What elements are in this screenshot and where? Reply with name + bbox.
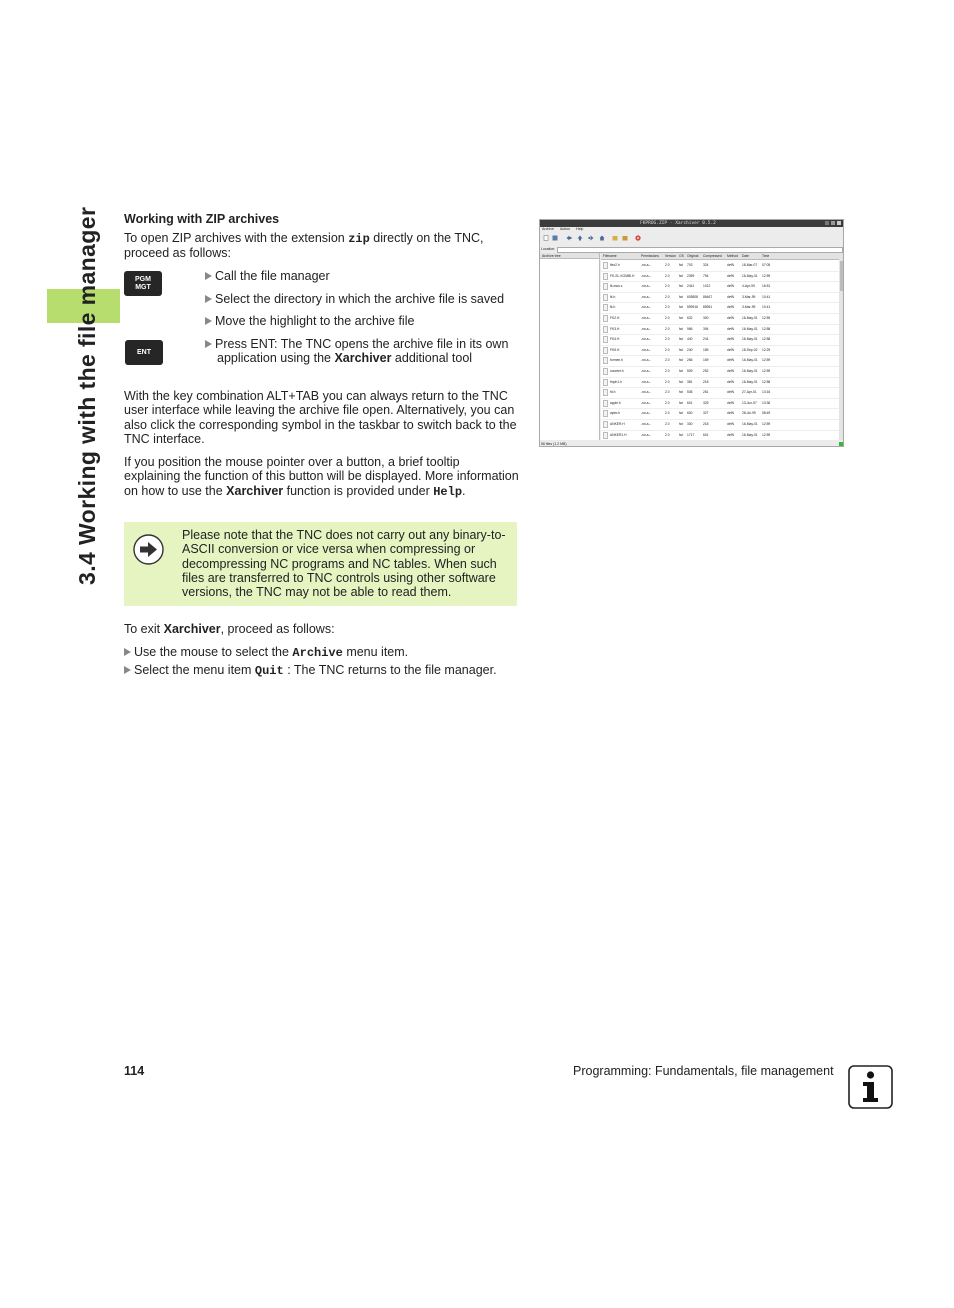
col-compressed[interactable]: Compressed xyxy=(703,254,722,258)
file-icon xyxy=(603,326,608,333)
table-cell: 536 xyxy=(687,390,693,395)
file-icon xyxy=(603,400,608,407)
table-cell: 16:51 xyxy=(762,284,771,289)
table-cell: 2.0 xyxy=(665,273,670,278)
table-cell: 189 xyxy=(703,347,709,352)
table-cell: FK5.H xyxy=(610,347,620,352)
table-cell: formen.h xyxy=(610,358,624,363)
table-cell: -rw-a-- xyxy=(641,369,651,373)
window-minimize-icon[interactable] xyxy=(825,221,829,225)
table-cell: FK-SL-KOMBI.H xyxy=(610,273,635,278)
table-cell: 16-May-01 xyxy=(742,337,758,342)
section-heading: Working with ZIP archives xyxy=(124,212,280,226)
step-arrow-icon xyxy=(205,272,212,280)
table-cell: 85951 xyxy=(703,305,713,310)
col-time[interactable]: Time xyxy=(762,254,770,258)
window-statusbar xyxy=(540,441,844,447)
table-cell: apple.h xyxy=(610,400,621,405)
table-cell: -rw-a-- xyxy=(641,358,651,363)
table-cell: defN xyxy=(727,284,734,289)
table-cell: 2.0 xyxy=(665,369,670,373)
table-cell: 16-May-01 xyxy=(742,422,758,426)
table-cell: 12:59 xyxy=(762,432,771,437)
col-method[interactable]: Method xyxy=(727,254,738,258)
table-cell: 12:59 xyxy=(762,358,771,363)
table-cell: fat xyxy=(679,432,683,437)
file-icon xyxy=(603,368,608,375)
step-call-file-manager: Call the file manager xyxy=(205,269,330,283)
table-cell: 10:41 xyxy=(762,294,771,299)
window-title: FKPROG.ZIP - Xarchiver 0.5.2 xyxy=(640,221,716,226)
table-cell: 218 xyxy=(703,422,709,426)
table-cell: defN xyxy=(727,273,734,278)
file-icon xyxy=(603,304,608,311)
table-cell: defN xyxy=(727,369,734,373)
table-cell: fat xyxy=(679,294,683,299)
table-cell: 1012 xyxy=(703,284,711,289)
table-cell: defN xyxy=(727,411,734,416)
table-cell: 2.0 xyxy=(665,326,670,331)
table-cell: defN xyxy=(727,347,734,352)
table-cell: 13-Jun-97 xyxy=(742,400,757,405)
table-cell: 12:58 xyxy=(762,326,771,331)
table-cell: 2.0 xyxy=(665,432,670,437)
table-cell: fk.h xyxy=(610,305,616,310)
table-cell: 605808 xyxy=(687,294,699,299)
table-cell: 2.0 xyxy=(665,422,670,426)
location-bar xyxy=(540,246,843,252)
chapter-title-text: 3.4 Working with the file manager xyxy=(74,206,100,585)
col-original[interactable]: Original xyxy=(687,254,699,258)
table-row[interactable] xyxy=(601,430,839,440)
table-cell: 2.0 xyxy=(665,347,670,352)
table-cell: 16-May-01 xyxy=(742,358,758,363)
back-arrow-icon[interactable] xyxy=(566,235,572,241)
table-cell: fmph1.h xyxy=(610,379,622,384)
table-cell: 327 xyxy=(703,411,709,416)
table-cell: 169 xyxy=(703,358,709,363)
table-cell: ANKER.H xyxy=(610,422,625,426)
table-cell: defN xyxy=(727,294,734,299)
table-cell: defN xyxy=(727,305,734,310)
table-cell: 2359 xyxy=(687,273,695,278)
file-icon xyxy=(603,379,608,386)
scrollbar-thumb[interactable] xyxy=(840,261,843,291)
paragraph-alt-tab: With the key combination ALT+TAB you can always return to the TNC user interface while leaving the archive file open. Alternatively, you can also click the corresponding symbol in the taskbar to switch back to the TNC interface. xyxy=(124,389,517,446)
step-arrow-icon xyxy=(124,648,131,656)
table-cell: FK4.H xyxy=(610,337,620,342)
table-cell: 241 xyxy=(703,337,709,342)
step-move-highlight: Move the highlight to the archive file xyxy=(205,314,414,328)
section-intro: To open ZIP archives with the extension zip directly on the TNC, proceed as follows: xyxy=(124,231,484,261)
table-cell: 16-May-01 xyxy=(742,379,758,384)
table-cell: -rw-a-- xyxy=(641,347,651,352)
table-cell: fat xyxy=(679,284,683,289)
file-icon xyxy=(603,273,608,280)
table-cell: -rw-a-- xyxy=(641,294,651,299)
table-cell: fat xyxy=(679,390,683,395)
table-cell: aptm.h xyxy=(610,411,621,416)
ent-key[interactable]: ENT xyxy=(125,340,163,365)
table-cell: -rw-a-- xyxy=(641,400,651,405)
table-cell: 2.0 xyxy=(665,294,670,299)
window-toolbar xyxy=(542,234,841,244)
menu-action[interactable]: Action xyxy=(559,227,570,231)
table-cell: -rw-a-- xyxy=(641,284,651,289)
col-filename[interactable]: Filename xyxy=(603,254,617,258)
step-press-ent: Press ENT: The TNC opens the archive file in its own application using the Xarchiver additional tool xyxy=(205,337,533,366)
table-cell: defN xyxy=(727,400,734,405)
file-icon xyxy=(603,262,608,269)
table-cell: 966 xyxy=(687,326,693,331)
col-os[interactable]: OS xyxy=(679,254,684,258)
table-cell: 18-Mar-07 xyxy=(742,263,758,267)
status-indicator-icon xyxy=(839,442,843,446)
file-icon xyxy=(603,389,608,396)
table-cell: counter.h xyxy=(610,369,624,373)
table-cell: -rw-a-- xyxy=(641,273,651,278)
table-cell: -rw-a-- xyxy=(641,316,651,320)
table-cell: -rw-a-- xyxy=(641,337,651,342)
table-cell: 08:49 xyxy=(762,411,771,416)
table-cell: flex2.h xyxy=(610,263,620,267)
table-cell: fat xyxy=(679,422,683,426)
table-cell: defN xyxy=(727,337,734,342)
table-cell: 27-Apr-01 xyxy=(742,390,757,395)
table-cell: 2.0 xyxy=(665,263,670,267)
new-archive-icon[interactable] xyxy=(543,235,549,241)
file-icon xyxy=(603,421,608,428)
col-version[interactable]: Version xyxy=(665,254,676,258)
table-cell: 252 xyxy=(703,369,709,373)
table-cell: 266 xyxy=(687,358,693,363)
table-cell: -rw-a-- xyxy=(641,305,651,310)
table-cell: 2.0 xyxy=(665,411,670,416)
file-table-header xyxy=(601,253,839,260)
forward-arrow-icon[interactable] xyxy=(588,235,594,241)
table-cell: -rw-a-- xyxy=(641,422,651,426)
step-select-directory: Select the directory in which the archive file is saved xyxy=(205,292,504,306)
table-cell: defN xyxy=(727,432,734,437)
table-cell: fat xyxy=(679,347,683,352)
paragraph-tooltip: If you position the mouse pointer over a button, a brief tooltip explaining the function of this button will be displayed. More information on how to use the Xarchiver function is provided under Help. xyxy=(124,455,519,499)
table-cell: 12:58 xyxy=(762,379,771,384)
table-cell: fat xyxy=(679,273,683,278)
table-cell: 324 xyxy=(703,263,709,267)
table-cell: 325 xyxy=(703,400,709,405)
table-cell: fat xyxy=(679,411,683,416)
col-date[interactable]: Date xyxy=(742,254,749,258)
menu-archive[interactable]: Archive xyxy=(542,227,554,231)
footer-chapter-title: Programming: Fundamentals, file management xyxy=(573,1064,834,1078)
location-label: Location: xyxy=(541,247,556,251)
table-cell: FK2.H xyxy=(610,316,620,320)
file-icon xyxy=(603,432,608,439)
window-close-icon[interactable] xyxy=(837,221,841,225)
exit-step-archive: Use the mouse to select the Archive menu item. xyxy=(124,645,408,660)
archive-tree-pane xyxy=(540,253,600,440)
table-cell: 240 xyxy=(687,347,693,352)
table-cell: -rw-a-- xyxy=(641,432,651,437)
table-cell: 330 xyxy=(687,422,693,426)
table-cell: fat xyxy=(679,358,683,363)
file-icon xyxy=(603,336,608,343)
file-icon xyxy=(603,357,608,364)
table-cell: 703 xyxy=(687,263,693,267)
table-cell: defN xyxy=(727,358,734,363)
file-icon xyxy=(603,283,608,290)
table-cell: fat xyxy=(679,263,683,267)
table-cell: -rw-a-- xyxy=(641,411,651,416)
table-cell: 13:36 xyxy=(762,400,771,405)
step-arrow-icon xyxy=(205,295,212,303)
table-cell: 599916 xyxy=(687,305,699,310)
table-cell: 2.0 xyxy=(665,305,670,310)
table-cell: defN xyxy=(727,326,734,331)
status-text: 56 files (1.2 MB) xyxy=(541,442,567,446)
table-cell: 601 xyxy=(687,400,693,405)
step-arrow-icon xyxy=(124,666,131,674)
pgm-mgt-key[interactable]: PGM MGT xyxy=(124,271,162,296)
exit-intro: To exit Xarchiver, proceed as follows: xyxy=(124,622,335,636)
table-cell: 632 xyxy=(687,316,693,320)
table-cell: 440 xyxy=(687,337,693,342)
table-cell: fd.h xyxy=(610,390,616,395)
table-cell: 12:29 xyxy=(762,347,771,352)
table-cell: defN xyxy=(727,316,734,320)
table-cell: 16-May-01 xyxy=(742,432,758,437)
table-cell: fat xyxy=(679,379,683,384)
table-cell: 600 xyxy=(687,411,693,416)
table-cell: 3-Mar-99 xyxy=(742,294,756,299)
table-cell: 10:41 xyxy=(762,305,771,310)
table-cell: defN xyxy=(727,390,734,395)
table-cell: 3-Mar-99 xyxy=(742,305,756,310)
file-icon xyxy=(603,410,608,417)
file-table-scrollbar[interactable] xyxy=(839,253,843,440)
table-cell: 381 xyxy=(687,379,693,384)
table-cell: 86467 xyxy=(703,294,713,299)
table-cell: -rw-a-- xyxy=(641,326,651,331)
up-arrow-icon[interactable] xyxy=(577,235,583,241)
table-cell: 12:59 xyxy=(762,422,771,426)
table-cell: 12:58 xyxy=(762,337,771,342)
exit-step-quit: Select the menu item Quit : The TNC returns to the file manager. xyxy=(124,663,497,678)
save-icon[interactable] xyxy=(552,235,558,241)
table-cell: -rw-a-- xyxy=(641,390,651,395)
table-cell: fk-mus.c xyxy=(610,284,623,289)
table-cell: fat xyxy=(679,400,683,405)
table-cell: 2.0 xyxy=(665,337,670,342)
table-cell: fat xyxy=(679,316,683,320)
table-cell: -rw-a-- xyxy=(641,379,651,384)
table-cell: 394 xyxy=(703,326,709,331)
table-cell: ANKER1.H xyxy=(610,432,627,437)
table-cell: 2.0 xyxy=(665,284,670,289)
table-cell: 300 xyxy=(703,316,709,320)
page-number: 114 xyxy=(124,1064,145,1078)
note-text: Please note that the TNC does not carry out any binary-to-ASCII conversion or vice versa when compressing or decompressing NC programs and NC tables. When such files are transferred to TNC controls using other software versions, the TNC may not be able to read them. xyxy=(182,528,506,600)
table-cell: 261 xyxy=(703,390,709,395)
add-files-icon[interactable] xyxy=(622,235,628,241)
table-cell: defN xyxy=(727,379,734,384)
table-cell: 2.0 xyxy=(665,358,670,363)
table-cell: -rw-a-- xyxy=(641,263,651,267)
table-cell: 2.0 xyxy=(665,390,670,395)
window-maximize-icon[interactable] xyxy=(831,221,835,225)
table-cell: fat xyxy=(679,326,683,331)
table-cell: 12:59 xyxy=(762,369,771,373)
file-icon xyxy=(603,294,608,301)
table-cell: 07:05 xyxy=(762,263,771,267)
table-cell: 4-Apr-99 xyxy=(742,284,755,289)
table-cell: fat xyxy=(679,305,683,310)
table-cell: 16-May-01 xyxy=(742,316,758,320)
stop-icon[interactable] xyxy=(635,235,641,241)
xarchiver-window xyxy=(539,219,844,447)
table-cell: 16-May-01 xyxy=(742,326,758,331)
file-icon xyxy=(603,347,608,354)
table-cell: 794 xyxy=(703,273,709,278)
table-cell: 509 xyxy=(687,369,693,373)
arrow-right-icon xyxy=(133,534,164,565)
table-cell: fat xyxy=(679,369,683,373)
window-titlebar xyxy=(540,220,843,227)
table-cell: 28-Jul-99 xyxy=(742,411,756,416)
home-icon[interactable] xyxy=(599,235,605,241)
table-cell: defN xyxy=(727,422,734,426)
table-cell: defN xyxy=(727,263,734,267)
table-cell: fk.h xyxy=(610,294,616,299)
col-permissions[interactable]: Permissions xyxy=(641,254,659,258)
table-cell: fat xyxy=(679,337,683,342)
table-cell: 18-Sep-02 xyxy=(742,347,758,352)
window-menubar xyxy=(542,227,589,232)
table-cell: 601 xyxy=(703,432,709,437)
table-cell: 218 xyxy=(703,379,709,384)
extract-icon[interactable] xyxy=(612,235,618,241)
table-cell: 12:59 xyxy=(762,273,771,278)
table-cell: 16-May-01 xyxy=(742,273,758,278)
step-arrow-icon xyxy=(205,317,212,325)
table-cell: 16-May-01 xyxy=(742,369,758,373)
archive-tree-header[interactable]: Archive tree xyxy=(540,253,599,259)
table-cell: 2.0 xyxy=(665,379,670,384)
step-arrow-icon xyxy=(205,340,212,348)
info-icon xyxy=(848,1065,893,1109)
table-cell: 2.0 xyxy=(665,400,670,405)
table-cell: 12:59 xyxy=(762,316,771,320)
table-cell: 2441 xyxy=(687,284,695,289)
table-cell: 13:16 xyxy=(762,390,771,395)
table-cell: FK3.H xyxy=(610,326,620,331)
file-icon xyxy=(603,315,608,322)
file-table xyxy=(601,253,839,440)
table-cell: 1717 xyxy=(687,432,695,437)
table-cell: 2.0 xyxy=(665,316,670,320)
menu-help[interactable]: Help xyxy=(575,227,584,231)
